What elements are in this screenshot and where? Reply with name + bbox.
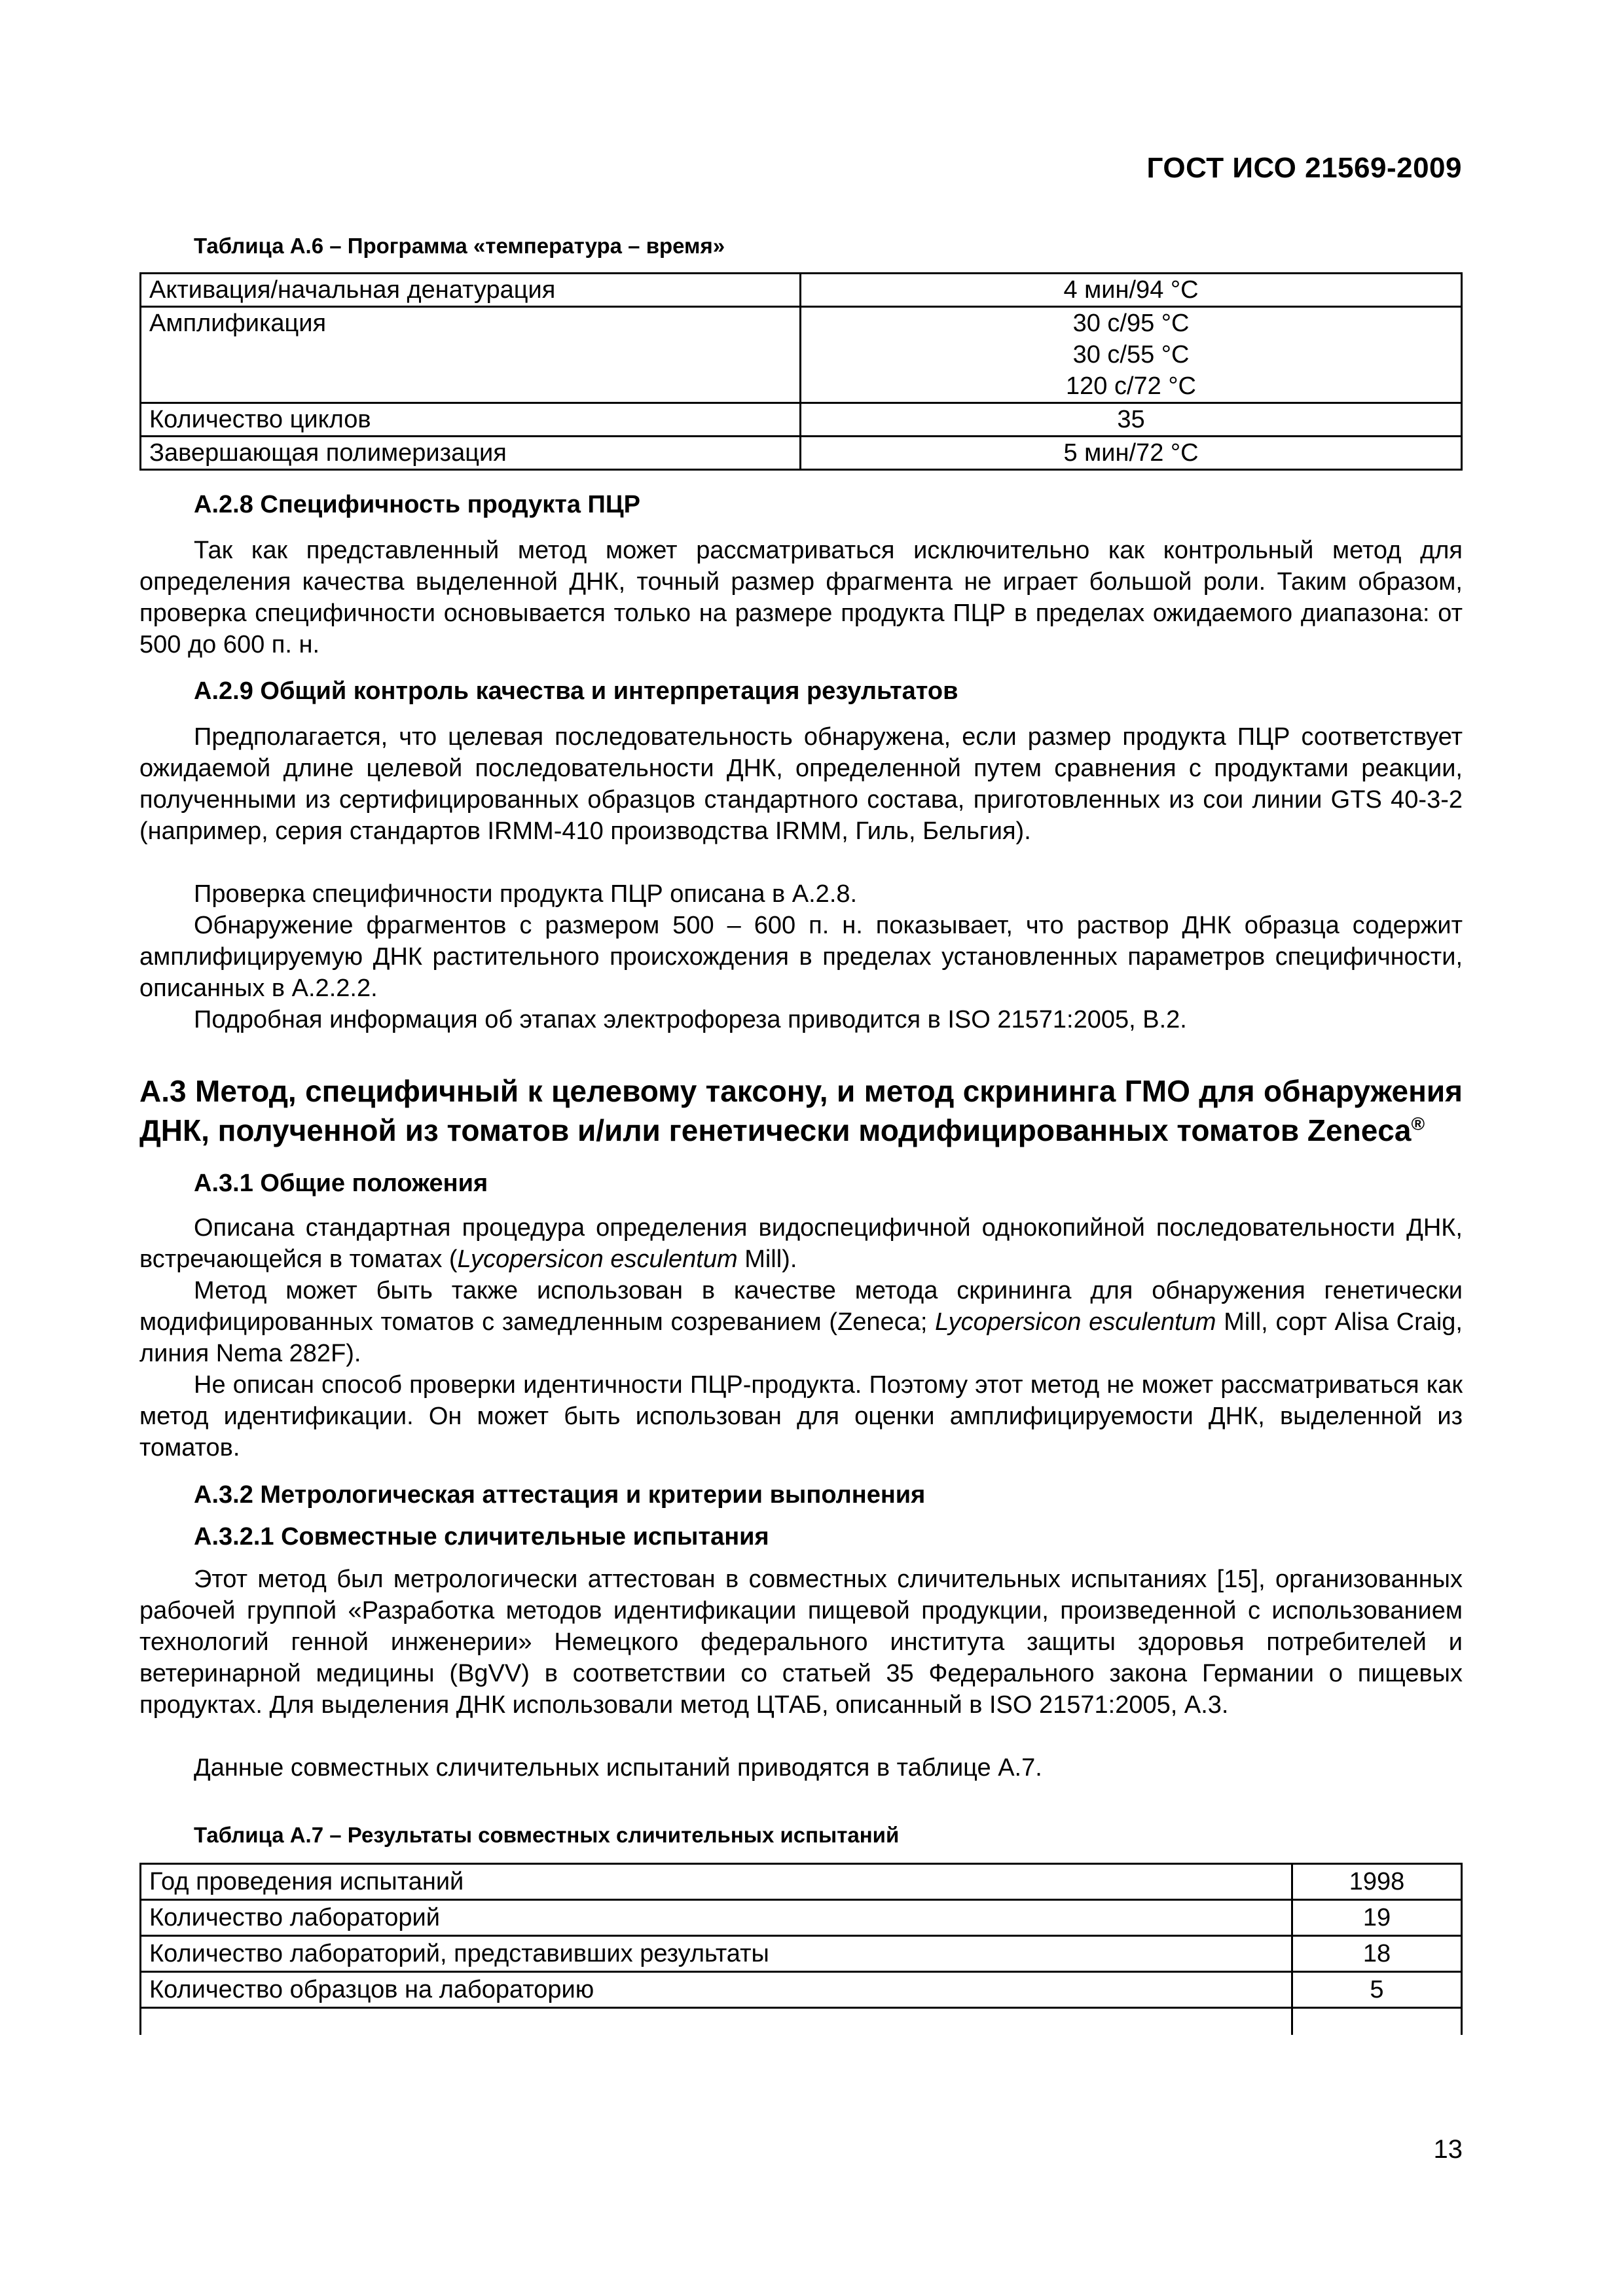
table-row	[141, 1900, 1462, 1936]
registered-mark: ®	[1411, 1113, 1425, 1134]
table-row	[141, 1864, 1462, 1900]
table-cell-label: Амплификация	[141, 307, 801, 403]
section-a29-paragraph-1: Предполагается, что целевая последовательность обнаружена, если размер продукта ПЦР соответствует ожидаемой длине целевой последовательности ДНК, определенной путем сравнения с продуктами реакции, полученными из сертифицированных образцов стандартного состава, приготовленных из сои линии GTS 40-3-2 (например, серия стандартов IRMM-410 производства IRMM, Гиль, Бельгия).	[139, 723, 1463, 845]
table-cell-value: 19	[1292, 1900, 1462, 1936]
document-id: ГОСТ ИСО 21569-2009	[1146, 152, 1462, 184]
table-a6	[139, 272, 1463, 471]
table-a7-caption: Таблица А.7 – Результаты совместных сличительных испытаний	[194, 1823, 900, 1847]
section-a28-heading: А.2.8 Специфичность продукта ПЦР	[194, 491, 640, 518]
page-number: 13	[1433, 2135, 1463, 2164]
table-cell-value: 18	[1292, 1936, 1462, 1972]
section-a321-paragraph-2: Данные совместных сличительных испытаний приводятся в таблице А.7.	[194, 1754, 1042, 1782]
table-cell-empty	[1292, 2008, 1462, 2036]
table-cell-label: Активация/начальная денатурация	[141, 274, 801, 307]
section-a29-paragraph-4: Подробная информация об этапах электрофореза приводится в ISO 21571:2005, В.2.	[194, 1006, 1187, 1033]
section-a31-paragraph-1	[139, 1212, 1463, 1275]
text-run: Метод может быть также использован в качестве метода скрининга для обнаружения генетически модифицированных томатов с замедленным созреванием (Zeneca;	[139, 1277, 1463, 1336]
table-cell-label: Количество лабораторий, представивших результаты	[141, 1936, 1292, 1972]
table-cell-label: Количество циклов	[141, 403, 801, 437]
table-cell-label: Завершающая полимеризация	[141, 437, 801, 470]
table-row	[141, 1972, 1462, 2008]
section-a3-heading	[139, 1071, 1463, 1150]
table-a6-caption: Таблица А.6 – Программа «температура – время»	[194, 234, 725, 258]
table-cell-empty	[141, 2008, 1292, 2036]
section-a29-heading: А.2.9 Общий контроль качества и интерпретация результатов	[194, 677, 958, 705]
text-run: Mill).	[737, 1246, 797, 1273]
table-cell-value: 5 мин/72 °С	[801, 437, 1462, 470]
table-row	[141, 437, 1462, 470]
table-cell-label: Количество образцов на лабораторию	[141, 1972, 1292, 2008]
table-cell-label: Год проведения испытаний	[141, 1864, 1292, 1900]
section-a28-paragraph: Так как представленный метод может рассматриваться исключительно как контрольный метод для определения качества выделенной ДНК, точный размер фрагмента не играет большой роли. Таким образом, проверка специфичности основывается только на размере продукта ПЦР в пределах ожидаемого диапазона: от 500 до 600 п. н.	[139, 537, 1463, 658]
section-a31-heading: А.3.1 Общие положения	[194, 1170, 488, 1197]
species-name: Lycopersicon esculentum	[457, 1246, 738, 1273]
table-row	[141, 403, 1462, 437]
text-run: Описана стандартная процедура определения видоспецифичной однокопийной последовательности ДНК, встречающейся в томатах (	[139, 1214, 1463, 1273]
table-a7	[139, 1863, 1463, 2035]
section-a29-paragraph-3: Обнаружение фрагментов с размером 500 – 600 п. н. показывает, что раствор ДНК образца содержит амплифицируемую ДНК растительного происхождения в пределах установленных параметров специфичности, описанных в А.2.2.2.	[139, 912, 1463, 1002]
species-name: Lycopersicon esculentum	[935, 1308, 1216, 1336]
table-cell-value: 5	[1292, 1972, 1462, 2008]
section-a31-paragraph-2	[139, 1275, 1463, 1369]
value-line: 30 с/55 °С	[1072, 341, 1190, 368]
table-row	[141, 274, 1462, 307]
value-line: 30 с/95 °С	[1072, 310, 1190, 337]
section-a32-heading: А.3.2 Метрологическая аттестация и критерии выполнения	[194, 1481, 926, 1509]
text-run: Mill, сорт Alisa Craig, линия Nema 282F).	[139, 1308, 1463, 1367]
table-row-continued	[141, 2008, 1462, 2036]
table-cell-label: Количество лабораторий	[141, 1900, 1292, 1936]
table-row	[141, 1936, 1462, 1972]
section-a29-paragraph-2: Проверка специфичности продукта ПЦР описана в А.2.8.	[194, 880, 858, 908]
table-cell-value: 4 мин/94 °С	[801, 274, 1462, 307]
table-cell-value	[801, 307, 1462, 403]
value-line: 120 с/72 °С	[1066, 372, 1196, 400]
table-cell-value: 1998	[1292, 1864, 1462, 1900]
table-row	[141, 307, 1462, 403]
section-a3-heading-text: А.3 Метод, специфичный к целевому таксону, и метод скрининга ГМО для обнаружения ДНК, полученной из томатов и/или генетически модифицированных томатов Zeneca	[139, 1074, 1463, 1147]
table-cell-value: 35	[801, 403, 1462, 437]
section-a321-heading: А.3.2.1 Совместные сличительные испытания	[194, 1523, 769, 1551]
section-a31-paragraph-3: Не описан способ проверки идентичности ПЦР-продукта. Поэтому этот метод не может рассматриваться как метод идентификации. Он может быть использован для оценки амплифицируемости ДНК, выделенной из томатов.	[139, 1371, 1463, 1462]
section-a321-paragraph-1: Этот метод был метрологически аттестован в совместных сличительных испытаниях [15], организованных рабочей группой «Разработка методов идентификации пищевой продукции, произведенной с использованием технологий генной инженерии» Немецкого федерального института защиты здоровья потребителей и ветеринарной медицины (BgVV) в соответствии со статьей 35 Федерального закона Германии о пищевых продуктах. Для выделения ДНК использовали метод ЦТАБ, описанный в ISO 21571:2005, А.3.	[139, 1566, 1463, 1719]
